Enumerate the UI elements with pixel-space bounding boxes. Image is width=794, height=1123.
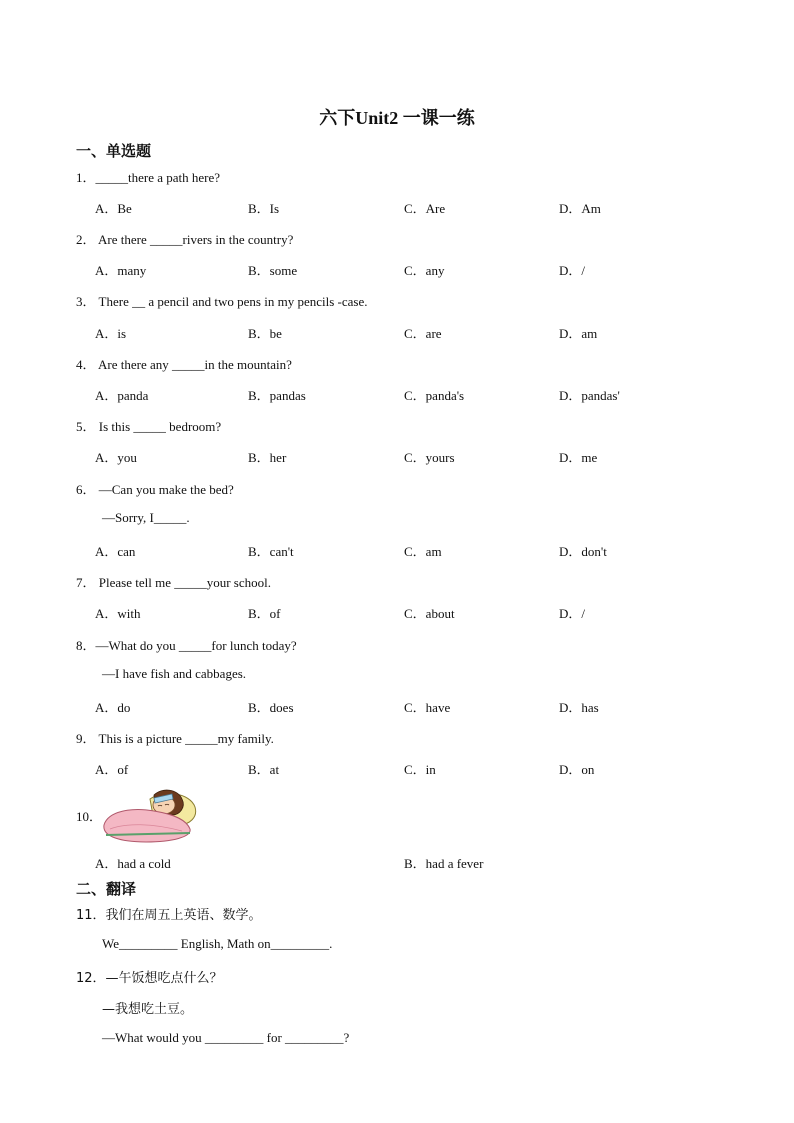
question-text: _____there a path here?: [95, 170, 221, 185]
option-d: D．has: [559, 700, 599, 715]
option-b: B．of: [248, 606, 281, 621]
option-c: C．Are: [404, 201, 446, 216]
option-a: A．do: [95, 700, 131, 715]
option-a: A．is: [95, 326, 127, 341]
question-text: Are there any _____in the mountain?: [95, 357, 292, 372]
question-text: Please tell me _____your school.: [95, 575, 271, 590]
question-9: [76, 728, 274, 747]
question-number: 7．: [76, 575, 96, 590]
question-number: 3．: [76, 294, 96, 309]
section-heading-translation: 二、翻译: [76, 882, 137, 898]
question-12: [76, 967, 223, 986]
question-10: [76, 806, 102, 825]
option-d: D．me: [559, 450, 598, 465]
option-b: B．some: [248, 263, 298, 278]
option-d: D．Am: [559, 201, 601, 216]
question-number: 10．: [76, 809, 103, 824]
question-text: Are there _____rivers in the country?: [95, 232, 294, 247]
question-8-line-2: —I have fish and cabbages.: [102, 666, 247, 681]
option-d: D．pandas': [559, 388, 620, 403]
question-7: [76, 572, 271, 591]
question-11: [76, 904, 262, 923]
option-a: A．can: [95, 544, 136, 559]
option-b: B．can't: [248, 544, 294, 559]
question-number: 11．: [76, 908, 106, 923]
question-number: 1．: [76, 170, 96, 185]
option-a: A．had a cold: [95, 856, 171, 871]
question-11-answer-line: We_________ English, Math on_________.: [102, 936, 333, 951]
question-number: 9．: [76, 731, 96, 746]
question-text: 我们在周五上英语、数学。: [105, 908, 262, 923]
option-a: A．with: [95, 606, 141, 621]
option-c: C．panda's: [404, 388, 465, 403]
option-b: B．her: [248, 450, 287, 465]
page-title: 六下Unit2 一课一练: [319, 108, 475, 128]
option-c: C．in: [404, 762, 436, 777]
question-text: Is this _____ bedroom?: [95, 419, 222, 434]
option-c: C．have: [404, 700, 451, 715]
question-12-line-2: —我想吃土豆。: [102, 1002, 194, 1017]
option-d: D．am: [559, 326, 598, 341]
section-heading-single-choice: 一、单选题: [76, 144, 152, 160]
option-a: A．many: [95, 263, 147, 278]
sick-child-in-bed-icon: [102, 785, 197, 843]
question-text: —What do you _____for lunch today?: [95, 638, 297, 653]
question-6: [76, 479, 234, 498]
option-c: C．any: [404, 263, 445, 278]
option-b: B．at: [248, 762, 280, 777]
question-12-answer-line: —What would you _________ for _________?: [102, 1030, 350, 1045]
question-5: [76, 416, 221, 435]
question-3: [76, 291, 367, 310]
question-number: 8．: [76, 638, 96, 653]
question-1: [76, 167, 220, 186]
question-number: 2．: [76, 232, 96, 247]
question-number: 12．: [76, 971, 106, 986]
option-a: A．panda: [95, 388, 149, 403]
option-a: A．Be: [95, 201, 132, 216]
question-text: —午饭想吃点什么？: [105, 971, 223, 986]
option-d: D．don't: [559, 544, 607, 559]
option-c: C．are: [404, 326, 442, 341]
question-number: 4．: [76, 357, 96, 372]
option-c: C．yours: [404, 450, 455, 465]
option-b: B．Is: [248, 201, 280, 216]
question-text: —Can you make the bed?: [95, 482, 234, 497]
question-number: 5．: [76, 419, 96, 434]
option-c: C．am: [404, 544, 442, 559]
option-b: B．does: [248, 700, 294, 715]
option-d: D．on: [559, 762, 595, 777]
question-text: There __ a pencil and two pens in my pencils -case.: [95, 294, 368, 309]
option-b: B．pandas: [248, 388, 306, 403]
option-a: A．you: [95, 450, 137, 465]
option-d: D．/: [559, 606, 586, 621]
option-c: C．about: [404, 606, 455, 621]
question-2: [76, 229, 293, 248]
option-b: B．had a fever: [404, 856, 484, 871]
option-d: D．/: [559, 263, 586, 278]
option-b: B．be: [248, 326, 282, 341]
question-8: [76, 635, 297, 654]
question-text: This is a picture _____my family.: [95, 731, 274, 746]
option-a: A．of: [95, 762, 129, 777]
question-6-line-2: —Sorry, I_____.: [102, 510, 190, 525]
question-4: [76, 354, 292, 373]
question-number: 6．: [76, 482, 96, 497]
